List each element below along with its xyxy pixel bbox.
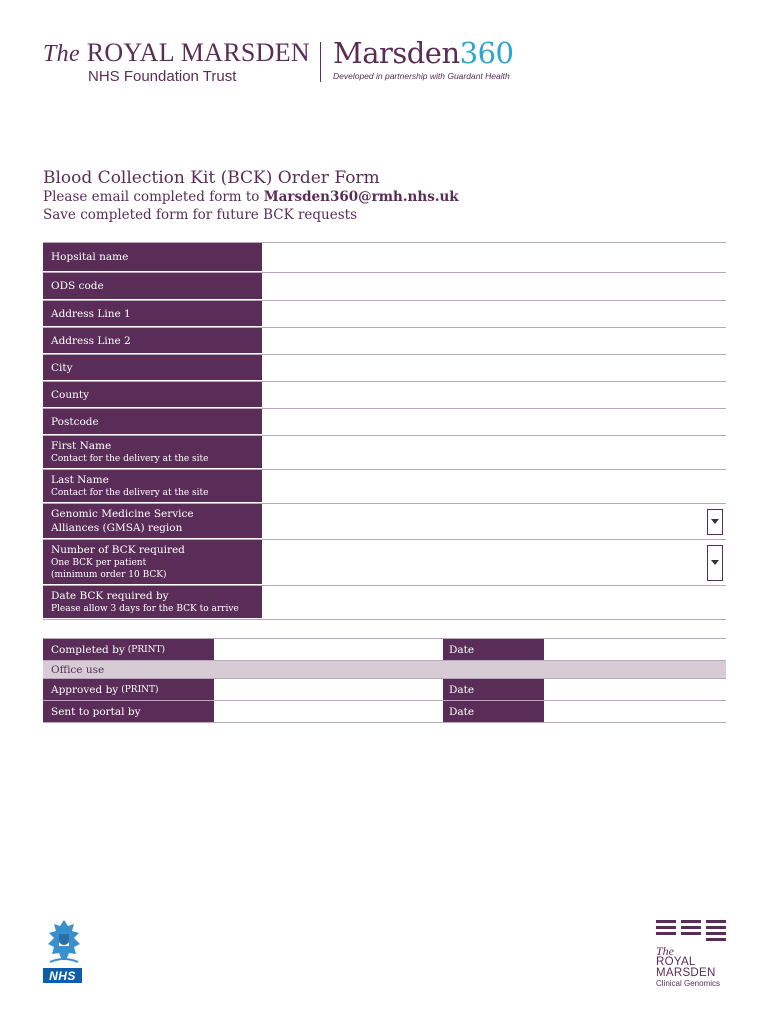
row-ods-code: [43, 273, 726, 301]
postcode-field[interactable]: [262, 409, 726, 435]
bck-dropdown-button[interactable]: [707, 545, 723, 581]
label-county: [43, 382, 262, 408]
label-text: First Name: [51, 440, 112, 452]
label-text: City: [51, 361, 73, 374]
sent-date-field[interactable]: [544, 701, 726, 722]
email-instruction: [43, 189, 459, 205]
label-note: Contact for the delivery at the site: [51, 488, 209, 498]
row-postcode: [43, 409, 726, 436]
coat-of-arms-icon: [44, 918, 84, 964]
sent-to-portal-label: [43, 701, 214, 722]
label-text: Sent to portal by: [51, 705, 141, 718]
county-field[interactable]: [262, 382, 726, 408]
row-bck-number: [43, 540, 726, 586]
gmsa-region-select[interactable]: [262, 504, 726, 539]
date-required-field[interactable]: [262, 586, 726, 619]
label-ods-code: [43, 273, 262, 300]
row-first-name: [43, 436, 726, 470]
label-note: Contact for the delivery at the site: [51, 454, 209, 464]
gmsa-dropdown-button[interactable]: [707, 509, 723, 535]
label-text: County: [51, 388, 90, 401]
label-gmsa: [43, 504, 262, 539]
label-text: Approved by: [51, 683, 119, 696]
page-title: Blood Collection Kit (BCK) Order Form: [43, 168, 380, 188]
office-use-header: Office use: [43, 661, 726, 679]
royal-marsden-logo: [43, 38, 313, 88]
last-name-field[interactable]: [262, 470, 726, 503]
address-line1-field[interactable]: [262, 301, 726, 327]
label-text: Postcode: [51, 415, 99, 428]
label-note: (minimum order 10 BCK): [51, 570, 167, 580]
marsden360-logo: [333, 36, 533, 86]
logo-marsden: MARSDEN: [656, 967, 716, 979]
label-first-name: [43, 436, 262, 469]
logo-the: The: [656, 944, 674, 958]
first-name-field[interactable]: [262, 436, 726, 469]
chevron-down-icon: [711, 560, 719, 565]
row-hospital-name: [43, 243, 726, 273]
label-postcode: [43, 409, 262, 435]
m360-number: 360: [459, 36, 514, 70]
label-text: Address Line 1: [51, 307, 131, 320]
label-text: Alliances (GMSA) region: [51, 522, 183, 534]
m360-tagline: Developed in partnership with Guardant Health: [333, 71, 510, 81]
m360-name: Marsden: [333, 36, 460, 70]
logo-bar: [706, 920, 726, 923]
logo-bar: [706, 938, 726, 941]
save-instruction: Save completed form for future BCK requests: [43, 207, 358, 223]
logo-clinical-genomics: Clinical Genomics: [656, 979, 721, 988]
logo-the: The: [43, 41, 80, 67]
address-line2-field[interactable]: [262, 328, 726, 354]
row-address1: [43, 301, 726, 328]
logo-bar: [656, 926, 676, 929]
ods-code-field[interactable]: [262, 273, 726, 300]
row-last-name: [43, 470, 726, 504]
logo-bar: [706, 926, 726, 929]
approved-by-label: [43, 679, 214, 700]
row-address2: [43, 328, 726, 355]
completed-date-label: Date: [443, 639, 544, 660]
label-text: Number of BCK required: [51, 544, 185, 556]
logo-royal: ROYAL: [656, 956, 696, 968]
row-date-required: [43, 586, 726, 620]
completed-date-field[interactable]: [544, 639, 726, 660]
row-gmsa-region: [43, 504, 726, 540]
logo-bar: [656, 932, 676, 935]
label-text: ODS code: [51, 280, 104, 292]
approved-date-label: Date: [443, 679, 544, 700]
approved-date-field[interactable]: [544, 679, 726, 700]
label-text: Last Name: [51, 474, 109, 486]
label-text: Genomic Medicine Service: [51, 508, 194, 520]
sent-date-label: Date: [443, 701, 544, 722]
label-hospital-name: [43, 243, 262, 272]
label-text: Date BCK required by: [51, 590, 169, 602]
hospital-name-field[interactable]: [262, 243, 726, 272]
nhs-logo: NHS: [43, 968, 82, 983]
label-text: Hopsital name: [51, 251, 129, 263]
row-city: [43, 355, 726, 382]
approved-by-row: [43, 679, 726, 701]
label-note: One BCK per patient: [51, 558, 147, 568]
completed-by-label: [43, 639, 214, 660]
logo-bar: [681, 920, 701, 923]
completed-by-row: [43, 639, 726, 661]
completed-by-field[interactable]: [214, 639, 443, 660]
approved-by-field[interactable]: [214, 679, 443, 700]
email-address[interactable]: Marsden360@rmh.nhs.uk: [263, 189, 459, 205]
label-text: Completed by: [51, 643, 125, 656]
bck-number-select[interactable]: [262, 540, 726, 585]
sent-to-portal-field[interactable]: [214, 701, 443, 722]
label-last-name: [43, 470, 262, 503]
label-text: Address Line 2: [51, 334, 131, 347]
logo-bar: [706, 932, 726, 935]
label-address1: [43, 301, 262, 327]
sent-to-portal-row: [43, 701, 726, 723]
print-note: (PRINT): [121, 684, 159, 695]
label-bck-number: [43, 540, 262, 585]
label-date-required: [43, 586, 262, 619]
logo-bars-icon: [656, 918, 728, 946]
label-address2: [43, 328, 262, 354]
row-county: [43, 382, 726, 409]
logo-nhs-trust: NHS Foundation Trust: [88, 68, 237, 85]
logo-divider: [320, 42, 321, 82]
clinical-genomics-logo: [656, 918, 728, 988]
office-table: [43, 638, 726, 723]
logo-bar: [681, 932, 701, 935]
label-city: [43, 355, 262, 381]
city-field[interactable]: [262, 355, 726, 381]
email-prefix: Please email completed form to: [43, 189, 264, 205]
logo-bar: [656, 920, 676, 923]
chevron-down-icon: [711, 519, 719, 524]
label-note: Please allow 3 days for the BCK to arrive: [51, 604, 239, 614]
logo-bar: [681, 926, 701, 929]
logo-royal-marsden: ROYAL MARSDEN: [86, 38, 310, 67]
print-note: (PRINT): [127, 644, 166, 655]
order-form: [43, 242, 726, 620]
